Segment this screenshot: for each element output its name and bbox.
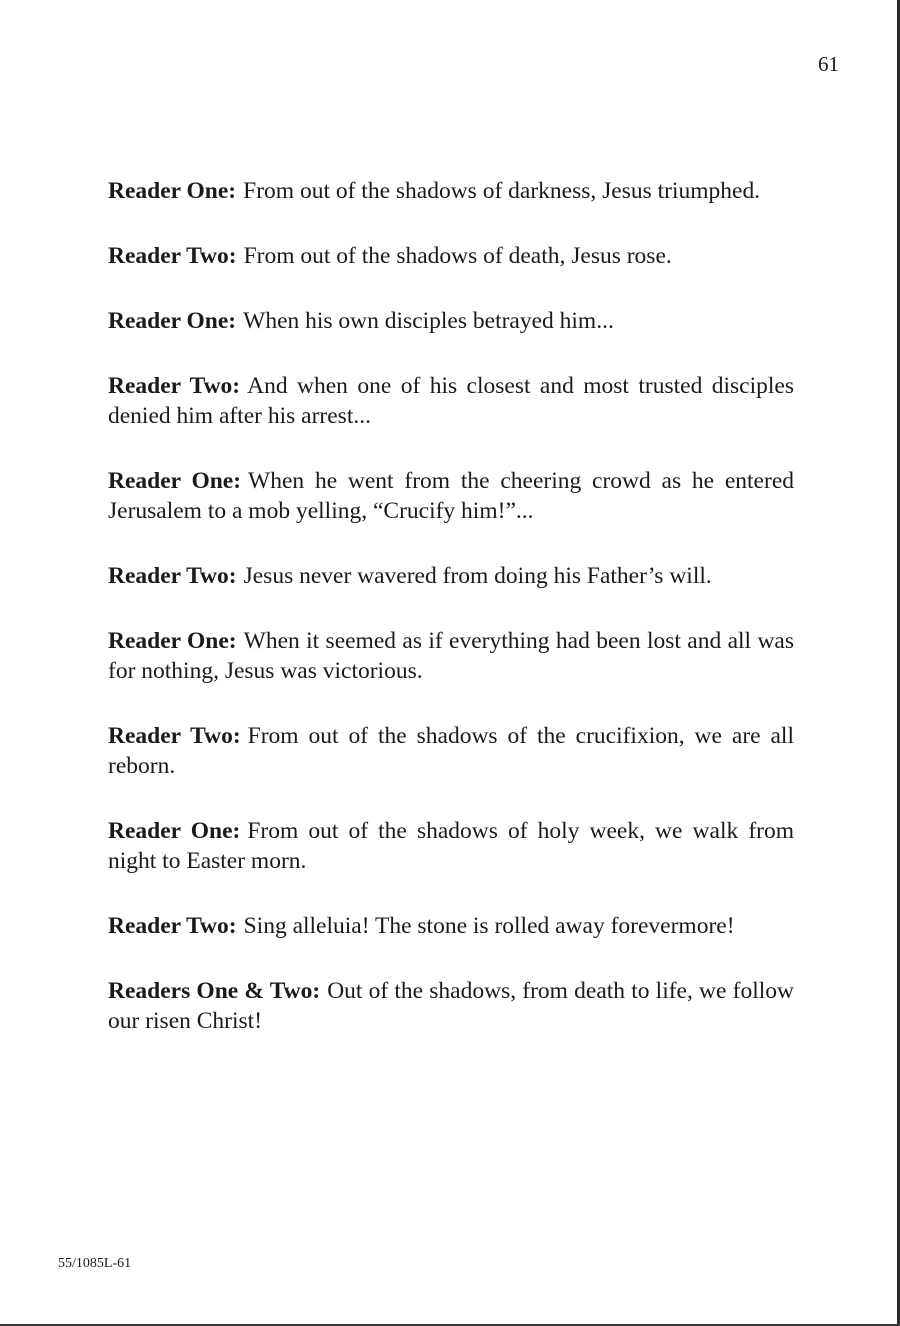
reading-text: When his own disciples betrayed him... — [243, 308, 614, 334]
speaker-label: Reader Two: — [108, 723, 241, 749]
reading-text: From out of the shadows of death, Jesus rose. — [243, 243, 672, 269]
reading-line — [108, 466, 794, 526]
reading-line — [108, 371, 794, 431]
reading-text: From out of the shadows of holy week, we walk from night to Easter morn. — [108, 818, 794, 874]
page-number: 61 — [818, 52, 839, 76]
reading-line — [108, 626, 794, 686]
reading-text: From out of the shadows of the crucifixion, we are all reborn. — [108, 723, 794, 779]
speaker-label: Reader Two: — [108, 913, 237, 939]
reading-text: And when one of his closest and most trusted disciples denied him after his arrest... — [108, 373, 794, 429]
speaker-label: Reader One: — [108, 468, 242, 494]
reading-line — [108, 976, 794, 1036]
reading-line — [108, 721, 794, 781]
speaker-label: Reader Two: — [108, 243, 237, 269]
reading-text: When he went from the cheering crowd as he entered Jerusalem to a mob yelling, “Crucify him!”... — [108, 468, 794, 524]
speaker-label: Reader One: — [108, 308, 237, 334]
reading-text: Sing alleluia! The stone is rolled away forevermore! — [243, 913, 735, 939]
reading-line — [108, 911, 794, 941]
speaker-label: Readers One & Two: — [108, 978, 321, 1004]
reading-line — [108, 816, 794, 876]
speaker-label: Reader One: — [108, 628, 237, 654]
reading-line — [108, 176, 794, 206]
speaker-label: Reader Two: — [108, 373, 241, 399]
speaker-label: Reader One: — [108, 178, 237, 204]
speaker-label: Reader One: — [108, 818, 241, 844]
reading-text: Out of the shadows, from death to life, we follow our risen Christ! — [108, 978, 794, 1034]
footer-code: 55/1085L-61 — [58, 1256, 132, 1271]
responsive-reading — [108, 176, 794, 1071]
reading-line — [108, 561, 794, 591]
speaker-label: Reader Two: — [108, 563, 237, 589]
reading-text: Jesus never wavered from doing his Father’s will. — [243, 563, 712, 589]
reading-line — [108, 241, 794, 271]
reading-text: From out of the shadows of darkness, Jesus triumphed. — [243, 178, 761, 204]
reading-text: When it seemed as if everything had been lost and all was for nothing, Jesus was victorious. — [108, 628, 794, 684]
reading-line — [108, 306, 794, 336]
